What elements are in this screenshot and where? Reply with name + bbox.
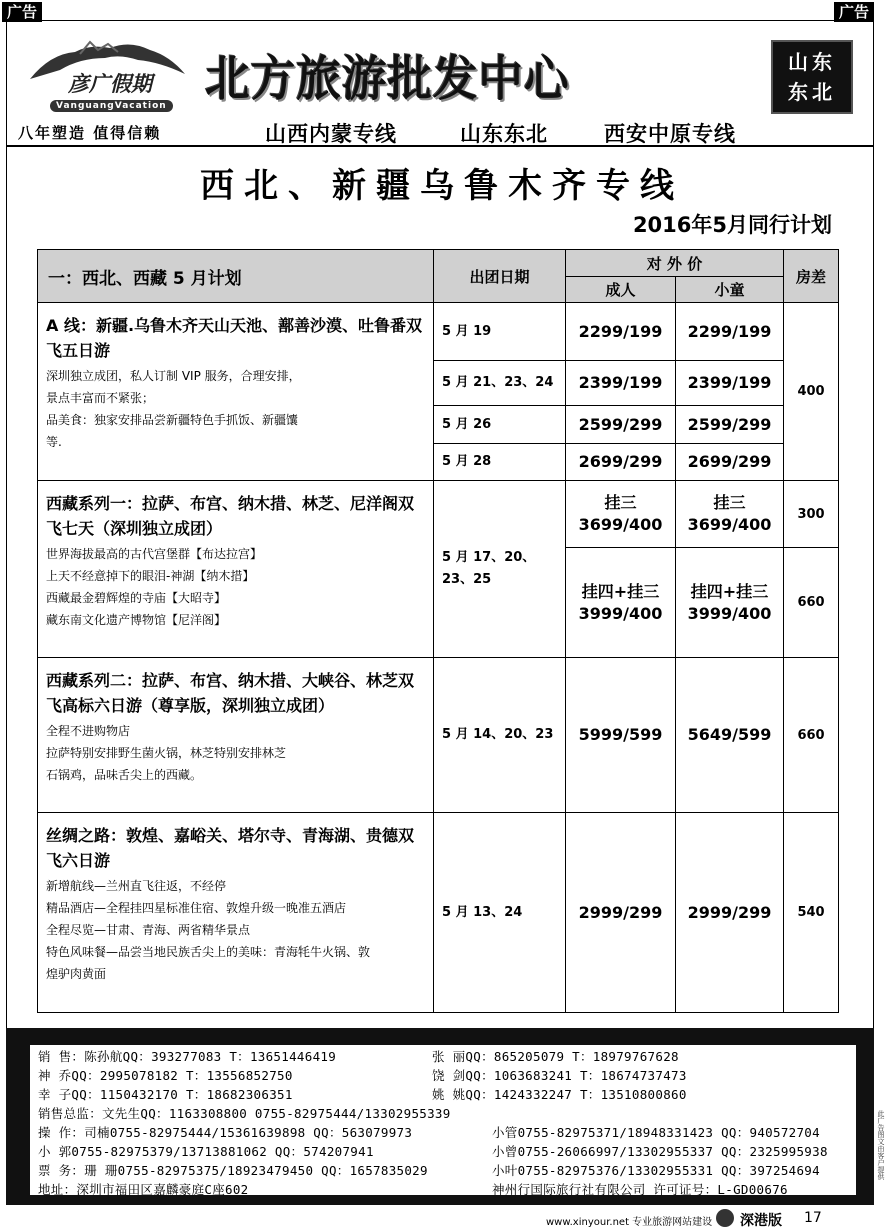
col-date: 出团日期 xyxy=(434,250,566,303)
contact-line: 操 作：司楠0755-82975444/15361639898 QQ：563079973 xyxy=(38,1125,413,1140)
logo xyxy=(20,34,195,120)
departure-date: 5 月 14、20、23 xyxy=(434,658,566,813)
child-price: 2299/199 xyxy=(676,303,784,361)
col-adult: 成人 xyxy=(566,277,676,303)
logo-sub: VanguangVacation xyxy=(50,100,173,112)
adult-price: 5999/599 xyxy=(566,658,676,813)
route-line: 西藏最金碧辉煌的寺庙【大昭寺】 xyxy=(46,591,227,605)
contact-line: 小 郭0755-82975379/13713881062 QQ：574207941 xyxy=(38,1144,374,1159)
room-fee: 400 xyxy=(784,303,839,481)
badge-line2: 东北 xyxy=(788,80,836,104)
brand-circle-icon xyxy=(716,1209,734,1227)
route-title: 西藏系列一：拉萨、布宫、纳木措、林芝、尼洋阁双飞七天（深圳独立成团） xyxy=(46,494,415,538)
ad-label-left: 广告 xyxy=(2,2,42,22)
departure-date: 5 月 13、24 xyxy=(434,813,566,1013)
route-2: 山东东北 xyxy=(460,122,548,146)
route-line: 全程尽览—甘肃、青海、两省精华景点 xyxy=(46,923,251,937)
adult-price: 2999/299 xyxy=(566,813,676,1013)
route-desc-tibet1 xyxy=(38,481,434,658)
route-desc-tibet2 xyxy=(38,658,434,813)
child-price: 挂三 3699/400 xyxy=(676,481,784,548)
route-line: 等. xyxy=(46,435,62,449)
contact-line: 销售总监：文先生QQ：1163308800 0755-82975444/13302955339 xyxy=(38,1106,451,1121)
site-url: www.xinyour.net 专业旅游网站建设 xyxy=(546,1217,713,1228)
child-price: 挂四+挂三 3999/400 xyxy=(676,548,784,658)
child-price: 5649/599 xyxy=(676,658,784,813)
route-desc-a xyxy=(38,303,434,481)
logo-text: 彦广假期 xyxy=(68,71,152,96)
region-badge xyxy=(771,40,853,114)
center-title: 北方旅游批发中心 xyxy=(205,51,570,107)
adult-price: 2699/299 xyxy=(566,444,676,481)
route-3: 西安中原专线 xyxy=(604,122,736,146)
contact-line: 小叶0755-82975376/13302955331 QQ：397254694 xyxy=(492,1163,820,1178)
brand-label: 深港版 xyxy=(740,1213,782,1229)
header-divider xyxy=(6,145,874,147)
departure-date: 5 月 19 xyxy=(434,303,566,361)
contact-panel xyxy=(30,1045,856,1195)
contact-line: 神州行国际旅行社有限公司 许可证号：L-GD00676 xyxy=(492,1182,788,1197)
contact-line: 票 务：珊 珊0755-82975375/18923479450 QQ：1657835029 xyxy=(38,1163,428,1178)
adult-price: 挂四+挂三 3999/400 xyxy=(566,548,676,658)
route-line: 石锅鸡，品味舌尖上的西藏。 xyxy=(46,768,203,782)
route-line: 品美食：独家安排品尝新疆特色手抓饭、新疆馕 xyxy=(46,413,299,427)
room-fee: 660 xyxy=(784,658,839,813)
route-line: 特色风味餐—品尝当地民族舌尖上的美味：青海牦牛火锅、敦 xyxy=(46,945,371,959)
contact-line: 姚 姚QQ：1424332247 T：13510800860 xyxy=(432,1087,687,1102)
room-fee: 660 xyxy=(784,548,839,658)
route-line: 新增航线—兰州直飞往返，不经停 xyxy=(46,879,227,893)
side-note: 此广告图文由客户提供 xyxy=(877,1110,885,1180)
slogan: 八年塑造 值得信赖 xyxy=(18,124,162,142)
main-title: 西北、新疆乌鲁木齐专线 xyxy=(200,166,684,206)
route-line: 拉萨特别安排野生菌火锅，林芝特别安排林芝 xyxy=(46,746,287,760)
route-title: 丝绸之路：敦煌、嘉峪关、塔尔寺、青海湖、贵德双飞六日游 xyxy=(46,826,415,870)
adult-price: 挂三 3699/400 xyxy=(566,481,676,548)
badge-line1: 山东 xyxy=(788,50,836,74)
col-fee: 房差 xyxy=(784,250,839,303)
route-desc-silkroad xyxy=(38,813,434,1013)
table-row xyxy=(38,658,839,813)
adult-price: 2599/299 xyxy=(566,406,676,444)
table-row xyxy=(38,303,839,361)
child-price: 2699/299 xyxy=(676,444,784,481)
route-line: 深圳独立成团，私人订制 VIP 服务，合理安排， xyxy=(46,369,301,383)
route-line: 藏东南文化遗产博物馆【尼洋阁】 xyxy=(46,613,227,627)
contact-line: 幸 子QQ：1150432170 T：18682306351 xyxy=(38,1087,293,1102)
table-row xyxy=(38,813,839,1013)
col-price: 对 外 价 xyxy=(566,250,784,277)
table-row xyxy=(38,481,839,548)
ad-label-right: 广告 xyxy=(834,2,874,22)
adult-price: 2299/199 xyxy=(566,303,676,361)
contact-line: 地址：深圳市福田区嘉麟豪庭C座602 xyxy=(38,1182,249,1197)
contact-line: 神 乔QQ：2995078182 T：13556852750 xyxy=(38,1068,293,1083)
route-line: 景点丰富而不紧张； xyxy=(46,391,155,405)
room-fee: 540 xyxy=(784,813,839,1013)
contact-line: 小曾0755-26066997/13302955337 QQ：2325995938 xyxy=(492,1144,828,1159)
route-line: 世界海拔最高的古代宫堡群【布达拉宫】 xyxy=(46,547,263,561)
room-fee: 300 xyxy=(784,481,839,548)
route-1: 山西内蒙专线 xyxy=(265,122,397,146)
adult-price: 2399/199 xyxy=(566,361,676,406)
route-line: 精品酒店—全程挂四星标准住宿、敦煌升级一晚准五酒店 xyxy=(46,901,347,915)
contact-line: 饶 剑QQ：1063683241 T：18674737473 xyxy=(432,1068,687,1083)
departure-date: 5 月 21、23、24 xyxy=(434,361,566,406)
route-line: 上天不经意掉下的眼泪-神湖【纳木措】 xyxy=(46,569,255,583)
route-title: A 线：新疆.乌鲁木齐天山天池、鄯善沙漠、吐鲁番双飞五日游 xyxy=(46,316,423,360)
contact-line: 小管0755-82975371/18948331423 QQ：940572704 xyxy=(492,1125,820,1140)
page-number: 17 xyxy=(804,1210,822,1226)
plan-title: 2016年5月同行计划 xyxy=(632,213,832,237)
departure-date: 5 月 26 xyxy=(434,406,566,444)
route-title: 西藏系列二：拉萨、布宫、纳木措、大峡谷、林芝双飞高标六日游（尊享版，深圳独立成团） xyxy=(46,671,415,715)
departure-date: 5 月 28 xyxy=(434,444,566,481)
section-title: 一：西北、西藏 5 月计划 xyxy=(38,250,434,303)
child-price: 2399/199 xyxy=(676,361,784,406)
child-price: 2999/299 xyxy=(676,813,784,1013)
departure-date: 5 月 17、20、23、25 xyxy=(434,481,566,658)
route-line: 煌驴肉黄面 xyxy=(46,967,107,981)
schedule-table xyxy=(37,249,839,1013)
contact-line: 销 售：陈孙航QQ：393277083 T：13651446419 xyxy=(38,1049,337,1064)
route-line: 全程不进购物店 xyxy=(46,724,131,738)
child-price: 2599/299 xyxy=(676,406,784,444)
contact-line: 张 丽QQ：865205079 T：18979767628 xyxy=(432,1049,679,1064)
col-child: 小童 xyxy=(676,277,784,303)
